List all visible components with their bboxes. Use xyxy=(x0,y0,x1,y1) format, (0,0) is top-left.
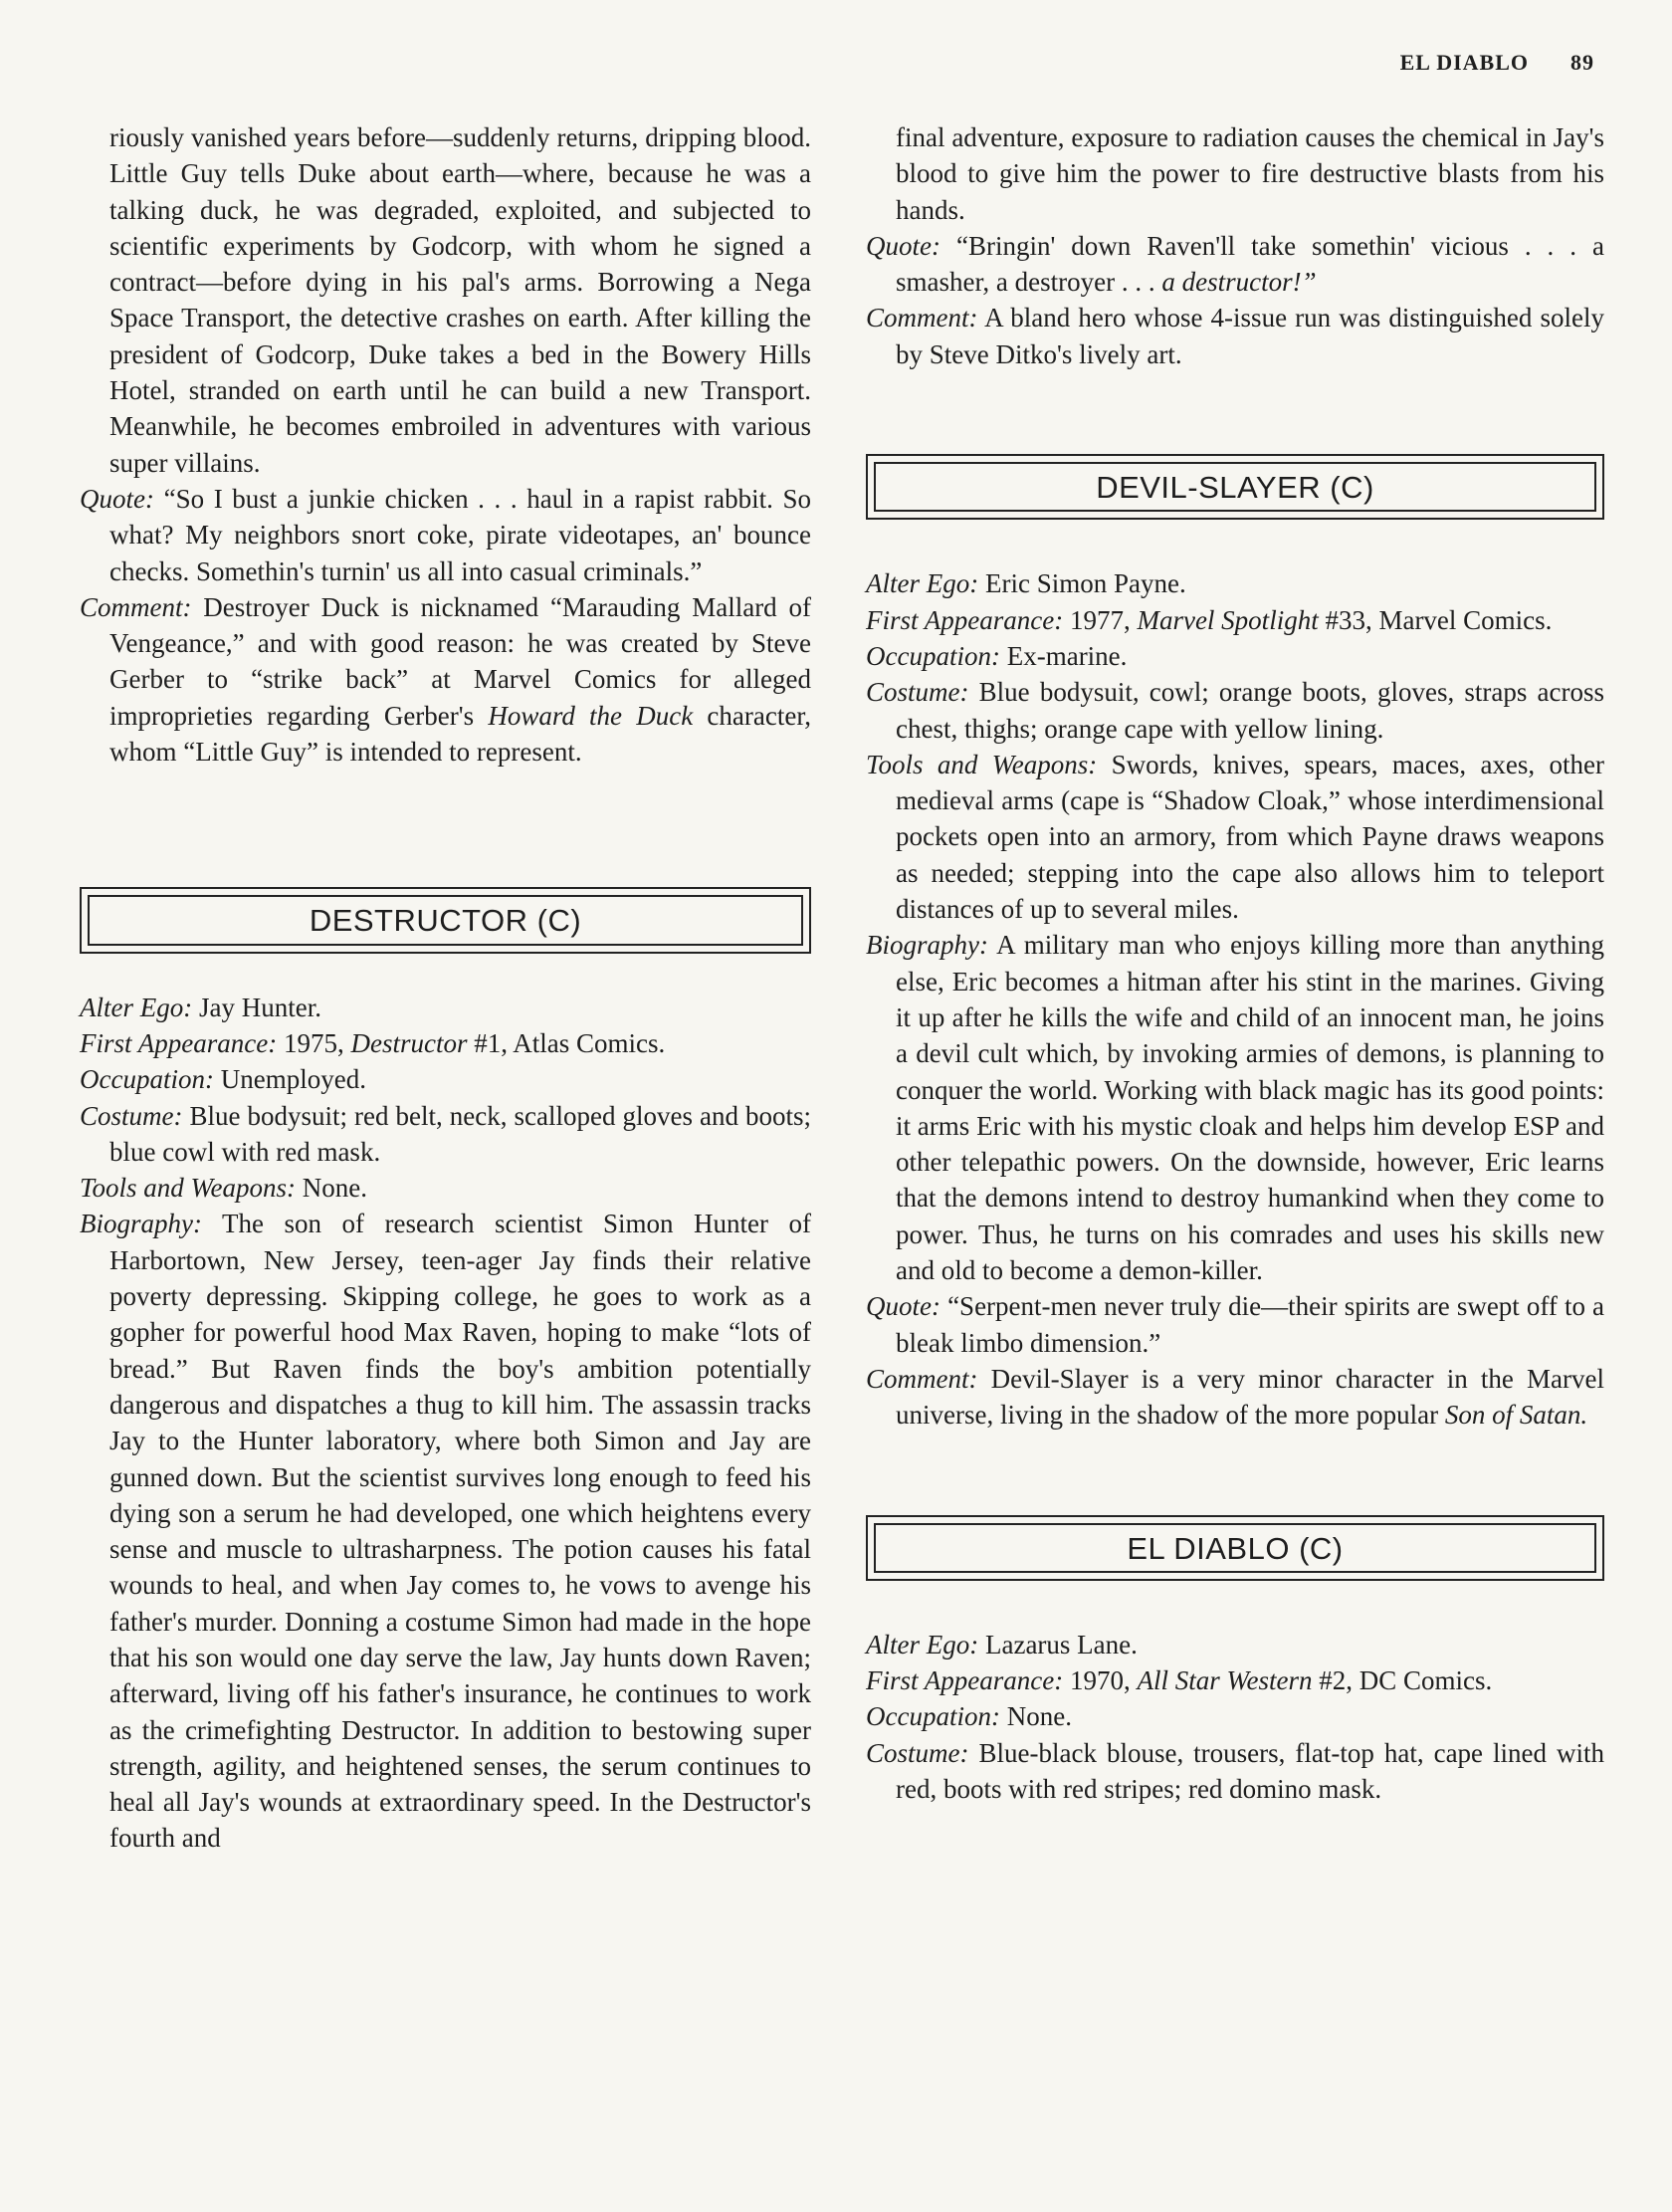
devil-slayer-heading-label: DEVIL-SLAYER (C) xyxy=(874,462,1596,512)
field-value: 1970, xyxy=(1069,1665,1131,1696)
field-value: #1, Atlas Comics. xyxy=(474,1027,666,1058)
duck-comment-entry xyxy=(80,589,811,770)
right-column xyxy=(866,119,1604,1807)
field-label: Costume: xyxy=(866,1737,969,1768)
page-number: 89 xyxy=(1570,50,1594,75)
field-value: Jay Hunter. xyxy=(198,992,321,1022)
field-value: Blue-black blouse, trousers, flat-top hat, cape lined with red, boots with red stripes; red domino mask. xyxy=(896,1737,1605,1804)
destructor-comment-text: A bland hero whose 4-issue run was distinguished solely by Steve Ditko's lively art. xyxy=(896,303,1604,369)
destructor-quote-end: a destructor!” xyxy=(1161,267,1317,298)
comment-label: Comment: xyxy=(866,303,978,333)
duck-intro: riously vanished years before—suddenly returns, dripping blood. Little Guy tells Duke about earth—where, because he was a talking duck, he was degraded, exploited, and subjected to scientific experiments by Godcorp, with whom he signed a contract—before dying in his pal's arms. Borrowing a Nega Space Transport, the detective crashes on earth. After killing the president of Godcorp, Duke takes a bed in the Bowery Hills Hotel, stranded on earth until he can build a new Transport. Meanwhile, he becomes embroiled in adventures with various super villains. xyxy=(109,122,811,478)
destructor-heading xyxy=(80,887,811,953)
comment-label: Comment: xyxy=(866,1363,978,1394)
duck-comment-text: Destroyer Duck is nicknamed “Marauding Mallard of Vengeance,” and with good reason: he was created by Steve Gerber to “strike back” at Marvel Comics for alleged improprieties regarding Gerber's xyxy=(109,591,811,731)
duck-comment-text-end: character, whom “Little Guy” is intended to represent. xyxy=(109,700,811,768)
destructor-quote-text: “Bringin' down Raven'll take somethin' vicious . . . a smasher, a destroyer . . . xyxy=(896,230,1604,298)
destructor-tools xyxy=(80,1170,811,1206)
field-label: Occupation: xyxy=(866,1701,1000,1732)
field-label: First Appearance: xyxy=(866,604,1064,635)
field-label: First Appearance: xyxy=(80,1027,278,1058)
field-value: Lazarus Lane. xyxy=(984,1629,1138,1659)
destructor-costume xyxy=(80,1098,811,1171)
comment-label: Comment: xyxy=(80,591,192,622)
el-diablo-alter-ego xyxy=(866,1627,1604,1662)
destructor-quote-entry xyxy=(866,228,1604,301)
devil-slayer-costume xyxy=(866,674,1604,747)
devil-slayer-tools xyxy=(866,747,1604,927)
el-diablo-heading-label: EL DIABLO (C) xyxy=(874,1523,1596,1573)
duck-quote-entry xyxy=(80,481,811,589)
field-value: #33, Marvel Comics. xyxy=(1325,604,1553,635)
comic-title: Marvel Spotlight xyxy=(1137,604,1319,635)
el-diablo-heading xyxy=(866,1515,1604,1581)
field-label: Costume: xyxy=(80,1100,183,1131)
duck-comment-title: Howard the Duck xyxy=(488,700,694,731)
field-value: Unemployed. xyxy=(220,1064,366,1095)
field-value: Eric Simon Payne. xyxy=(984,568,1186,599)
field-value: None. xyxy=(302,1173,368,1204)
field-label: Occupation: xyxy=(80,1064,214,1095)
devil-slayer-biography xyxy=(866,927,1604,1288)
field-label: Alter Ego: xyxy=(866,568,979,599)
quote-label: Quote: xyxy=(866,230,940,261)
destructor-heading-label: DESTRUCTOR (C) xyxy=(88,895,803,945)
left-column xyxy=(80,119,811,1857)
devil-slayer-heading xyxy=(866,454,1604,520)
devil-slayer-comment xyxy=(866,1361,1604,1434)
comic-title: Destructor xyxy=(350,1027,468,1058)
field-label: Costume: xyxy=(866,677,969,708)
field-value: Blue bodysuit, cowl; orange boots, gloves, straps across chest, thighs; orange cape with yellow lining. xyxy=(896,677,1604,744)
field-label: Tools and Weapons: xyxy=(866,749,1098,779)
field-value: Blue bodysuit; red belt, neck, scalloped gloves and boots; blue cowl with red mask. xyxy=(109,1100,811,1167)
field-value: #2, DC Comics. xyxy=(1319,1665,1493,1696)
field-label: First Appearance: xyxy=(866,1665,1064,1696)
comic-title: All Star Western xyxy=(1137,1665,1313,1696)
field-value: A military man who enjoys killing more than anything else, Eric becomes a hitman after his stint in the marines. Giving it up after he kills the wife and child of an innocent man, he joins a devil cult which, by invoking armies of demons, is planning to conquer the world. Working with black magic has its good points: it arms Eric with his mystic cloak and helps him develop ESP and other telepathic powers. On the downside, however, Eric learns that the demons intend to destroy humankind when they come to power. Thus, he turns on his comrades and uses his skills new and old to become a demon-killer. xyxy=(896,930,1604,1286)
field-label: Biography: xyxy=(80,1209,202,1239)
field-value: 1977, xyxy=(1069,604,1131,635)
field-label: Occupation: xyxy=(866,640,1000,671)
field-value: The son of research scientist Simon Hunter of Harbortown, New Jersey, teen-ager Jay finds their relative poverty depressing. Skipping college, he goes to work as a gopher for powerful hood Max Raven, hoping to make “lots of bread.” But Raven finds the boy's ambition potentially dangerous and dispatches a thug to kill him. The assassin tracks Jay to the Hunter laboratory, where both Simon and Jay are gunned down. But the scientist survives long enough to feed his dying son a serum he had developed, one which heightens every sense and muscle to ultrasharpness. The potion causes his fatal wounds to heal, and when Jay comes to, he vows to avenge his father's murder. Donning a costume Simon had made in the hope that his son would one day serve the law, Jay hunts down Raven; afterward, living off his father's insurance, he continues to work as the crimefighting Destructor. In addition to bestowing super strength, agility, and heightened senses, the serum continues to heal all Jay's wounds at extraordinary speed. In the Destructor's fourth and xyxy=(109,1209,811,1854)
field-value: 1975, xyxy=(283,1027,344,1058)
field-label: Alter Ego: xyxy=(866,1629,979,1659)
quote-label: Quote: xyxy=(866,1291,940,1322)
field-value: Swords, knives, spears, maces, axes, other medieval arms (cape is “Shadow Cloak,” whose interdimensional pockets open into an armory, from which Payne draws weapons as needed; stepping into the cape also allows him to teleport distances of up to several miles. xyxy=(896,749,1604,925)
field-value: “Serpent-men never truly die—their spirits are swept off to a bleak limbo dimension.” xyxy=(896,1291,1605,1358)
devil-slayer-occupation xyxy=(866,638,1604,674)
field-label: Biography: xyxy=(866,930,988,961)
el-diablo-costume xyxy=(866,1735,1604,1808)
devil-slayer-first-appearance xyxy=(866,602,1604,638)
destructor-alter-ego xyxy=(80,990,811,1025)
field-label: Alter Ego: xyxy=(80,992,193,1022)
running-head-title: EL DIABLO xyxy=(1399,50,1529,75)
field-value: Devil-Slayer is a very minor character in the Marvel universe, living in the shadow of the more popular xyxy=(896,1363,1604,1431)
running-head xyxy=(1400,50,1594,76)
destructor-bio-continued: final adventure, exposure to radiation causes the chemical in Jay's blood to give him the power to fire destructive blasts from his hands. xyxy=(896,122,1604,225)
destructor-first-appearance xyxy=(80,1025,811,1061)
destructor-occupation xyxy=(80,1061,811,1097)
comic-title: Son of Satan. xyxy=(1444,1400,1588,1431)
duck-quote-text: “So I bust a junkie chicken . . . haul in a rapist rabbit. So what? My neighbors snort coke, pirate videotapes, an' bounce checks. Somethin's turnin' us all into casual criminals.” xyxy=(109,483,811,586)
el-diablo-first-appearance xyxy=(866,1662,1604,1698)
field-value: Ex-marine. xyxy=(1006,640,1128,671)
el-diablo-occupation xyxy=(866,1698,1604,1734)
destructor-biography xyxy=(80,1206,811,1856)
field-value: None. xyxy=(1006,1701,1072,1732)
devil-slayer-alter-ego xyxy=(866,565,1604,601)
field-label: Tools and Weapons: xyxy=(80,1173,297,1204)
devil-slayer-quote xyxy=(866,1288,1604,1361)
quote-label: Quote: xyxy=(80,483,154,514)
destructor-comment-entry xyxy=(866,300,1604,372)
